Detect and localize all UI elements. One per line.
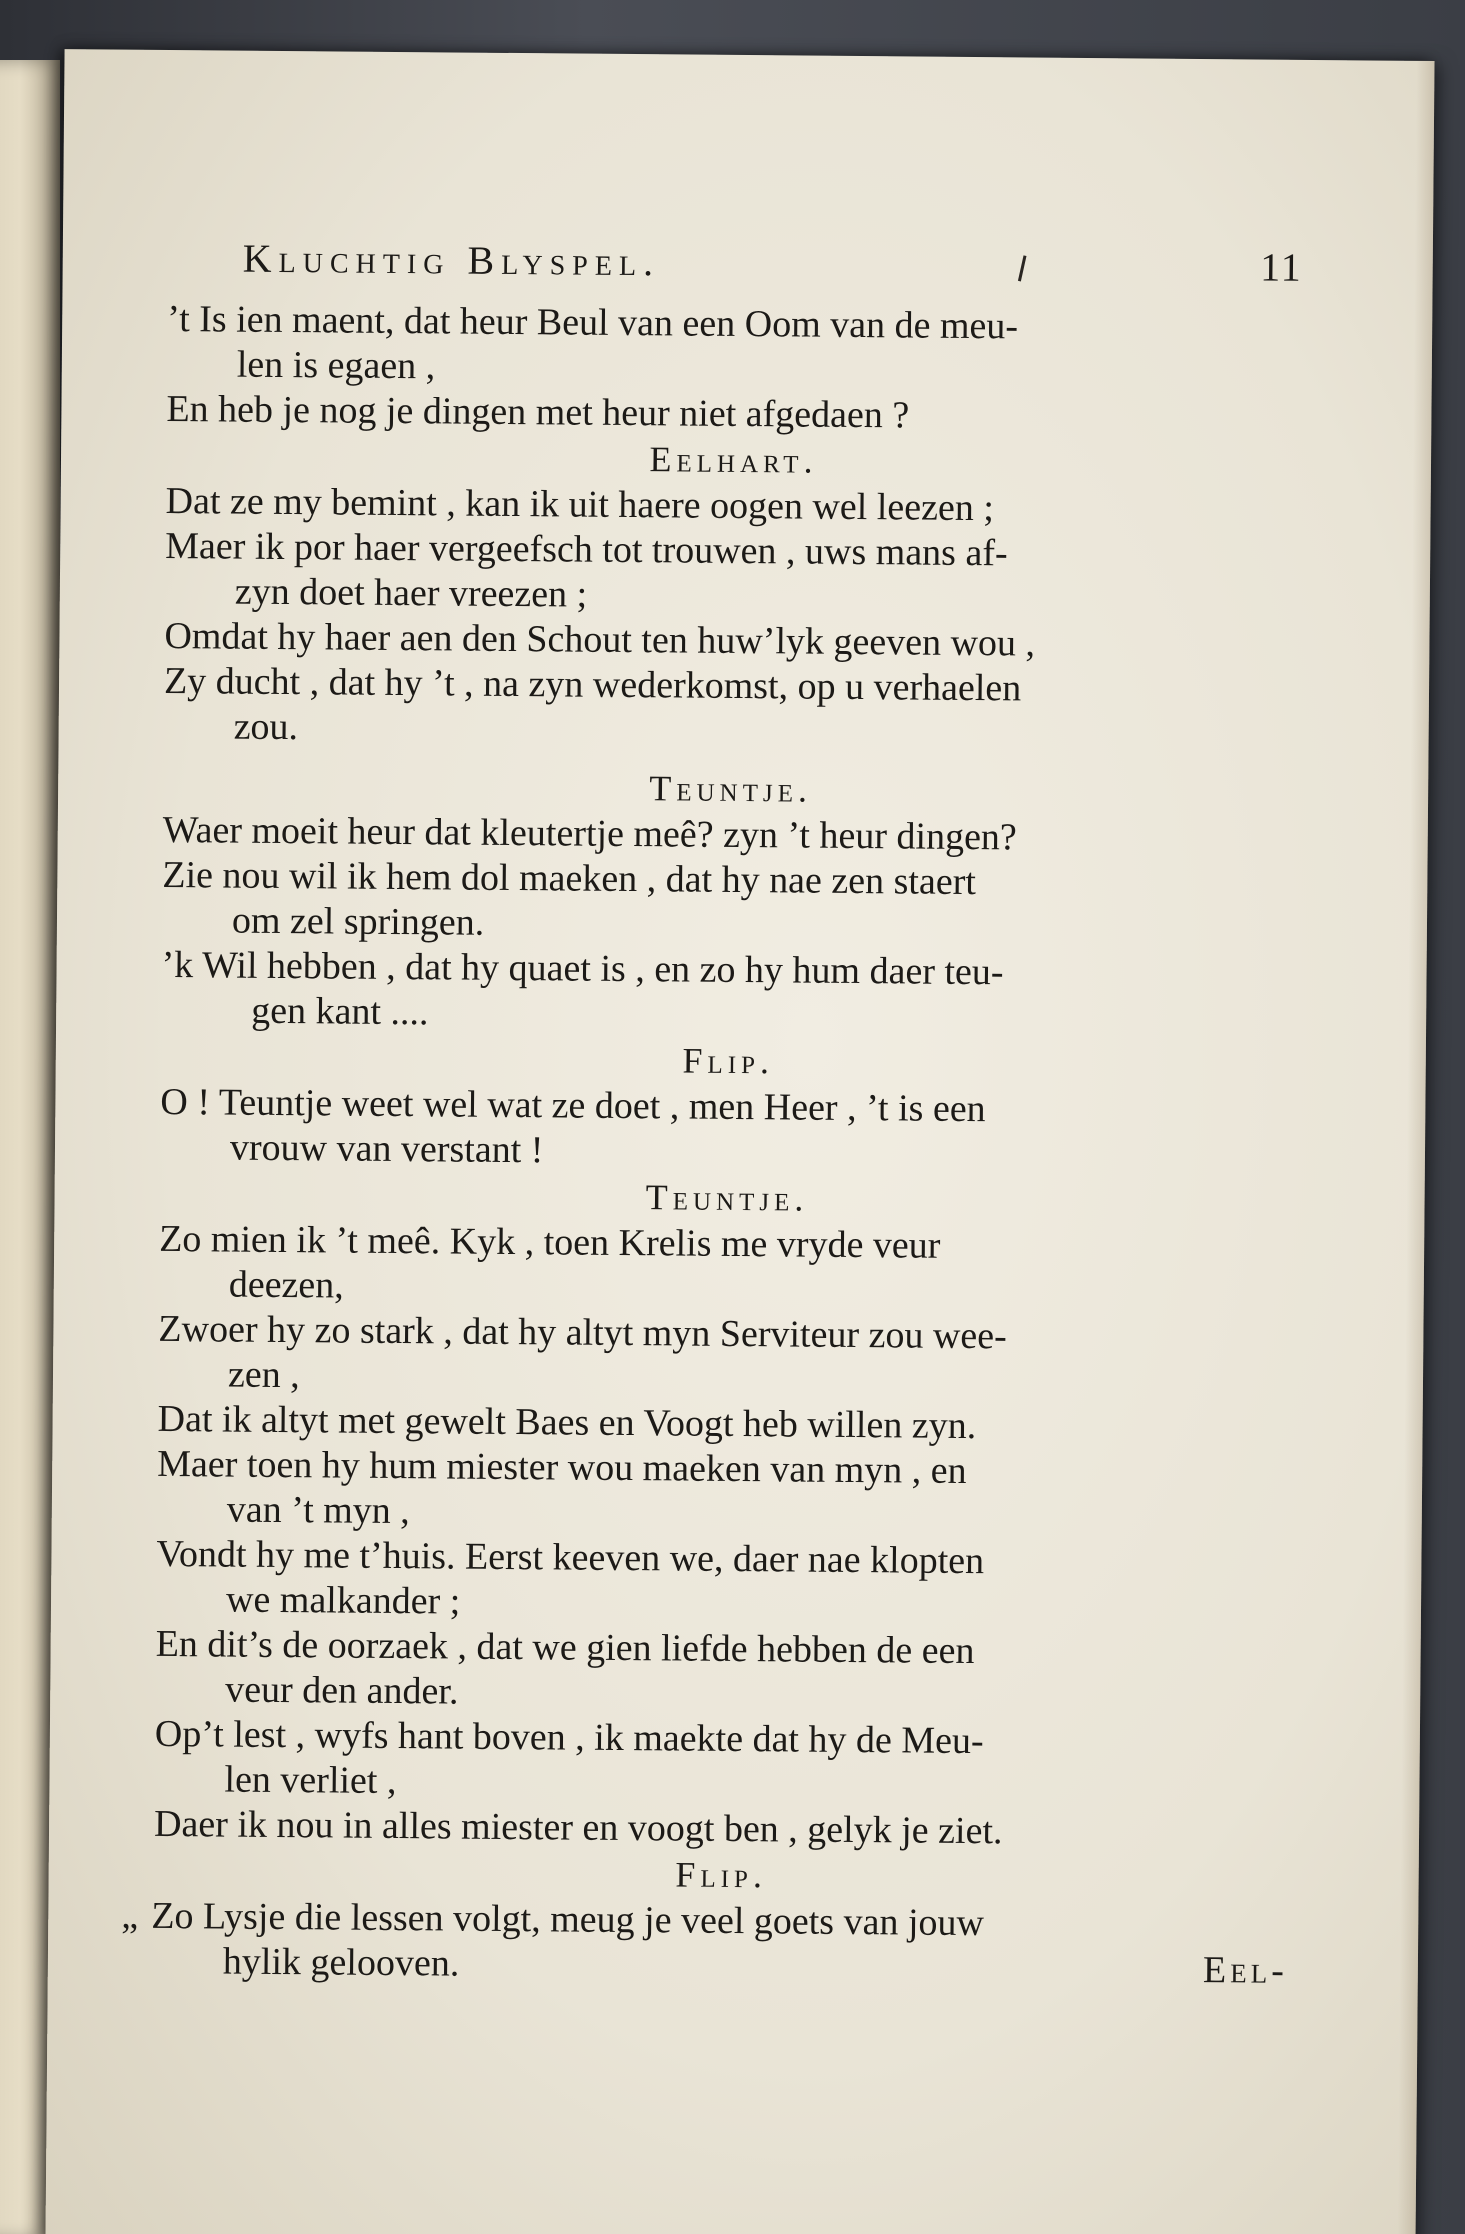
text-line: En heb je nog je dingen met heur niet afgedaen ? xyxy=(166,387,910,437)
text-line: veur den ander. xyxy=(225,1668,459,1713)
text-line xyxy=(153,1939,1288,1994)
marginal-quote-mark: „ xyxy=(121,1894,139,1937)
text-line: ’k Wil hebben , dat hy quaet is , en zo hy hum daer teu- xyxy=(161,943,1004,994)
text-line: van ’t myn , xyxy=(226,1488,410,1533)
speaker-name: Teuntje. xyxy=(645,1177,809,1219)
text-line: Zwoer hy zo stark , dat hy altyt myn Serviteur zou wee- xyxy=(158,1307,1007,1358)
book-page xyxy=(45,49,1434,2234)
text-line: vrouw van verstant ! xyxy=(229,1126,544,1172)
catchword: Eel- xyxy=(1202,1949,1289,1992)
text-line: Zie nou wil ik hem dol maeken , dat hy nae zen staert xyxy=(162,853,977,904)
text-line: Dat ik altyt met gewelt Baes en Voogt heb willen zyn. xyxy=(157,1397,977,1448)
text-line: gen kant .... xyxy=(251,989,429,1034)
page-fore-edge xyxy=(1397,61,1434,2234)
text-line: len verliet , xyxy=(224,1758,397,1803)
text-line: Zo mien ik ’t meê. Kyk , toen Krelis me vryde veur xyxy=(159,1217,941,1267)
running-head xyxy=(167,235,1302,305)
text-line: Omdat hy haer aen den Schout ten huw’lyk geeven wou , xyxy=(164,614,1036,665)
text-line: we malkander ; xyxy=(225,1578,461,1623)
text-line: Daer ik nou in alles miester en voogt ben , gelyk je ziet. xyxy=(153,1802,1003,1853)
text-line: Vondt hy me t’huis. Eerst keeven we, daer nae klopten xyxy=(156,1532,985,1583)
text-line-content: hylik gelooven. xyxy=(222,1940,460,1985)
text-line: Op’t lest , wyfs hant boven , ik maekte dat hy de Meu- xyxy=(154,1712,984,1763)
text-line: zen , xyxy=(227,1353,300,1397)
running-title: Kluchtig Blyspel. xyxy=(242,235,661,285)
text-line: O ! Teuntje weet wel wat ze doet , men Heer , ’t is een xyxy=(160,1080,986,1131)
text-line: len is egaen , xyxy=(236,343,436,388)
text-line: En dit’s de oorzaek , dat we gien liefde hebben de een xyxy=(155,1622,975,1673)
text-line: Dat ze my bemint , kan ik uit haere oogen wel leezen ; xyxy=(165,479,995,530)
page-number: 11 xyxy=(1260,244,1303,290)
text-line-content: Zo Lysje die lessen volgt, meug je veel goets van jouw xyxy=(151,1894,985,1945)
text-line: deezen, xyxy=(228,1263,344,1307)
text-line: zyn doet haer vreezen ; xyxy=(234,570,588,616)
speaker-name: Flip. xyxy=(675,1854,768,1896)
text-line: ’t Is ien maent, dat heur Beul van een Oom van de meu- xyxy=(167,297,1019,348)
text-line: Maer toen hy hum miester wou maeken van myn , en xyxy=(157,1442,967,1492)
text-line: Maer ik por haer vergeefsch tot trouwen , uws mans af- xyxy=(165,524,1008,575)
speaker-name: Teuntje. xyxy=(649,768,813,810)
speaker-name: Flip. xyxy=(682,1040,775,1082)
text-line: Zy ducht , dat hy ’t , na zyn wederkomst, op u verhaelen xyxy=(163,659,1022,710)
text-line: zou. xyxy=(233,705,299,749)
page-text xyxy=(121,235,1303,1994)
speaker-name: Eelhart. xyxy=(649,439,818,481)
text-line: om zel springen. xyxy=(231,899,485,944)
text-line: Waer moeit heur dat kleutertje meê? zyn ’t heur dingen? xyxy=(162,808,1017,859)
